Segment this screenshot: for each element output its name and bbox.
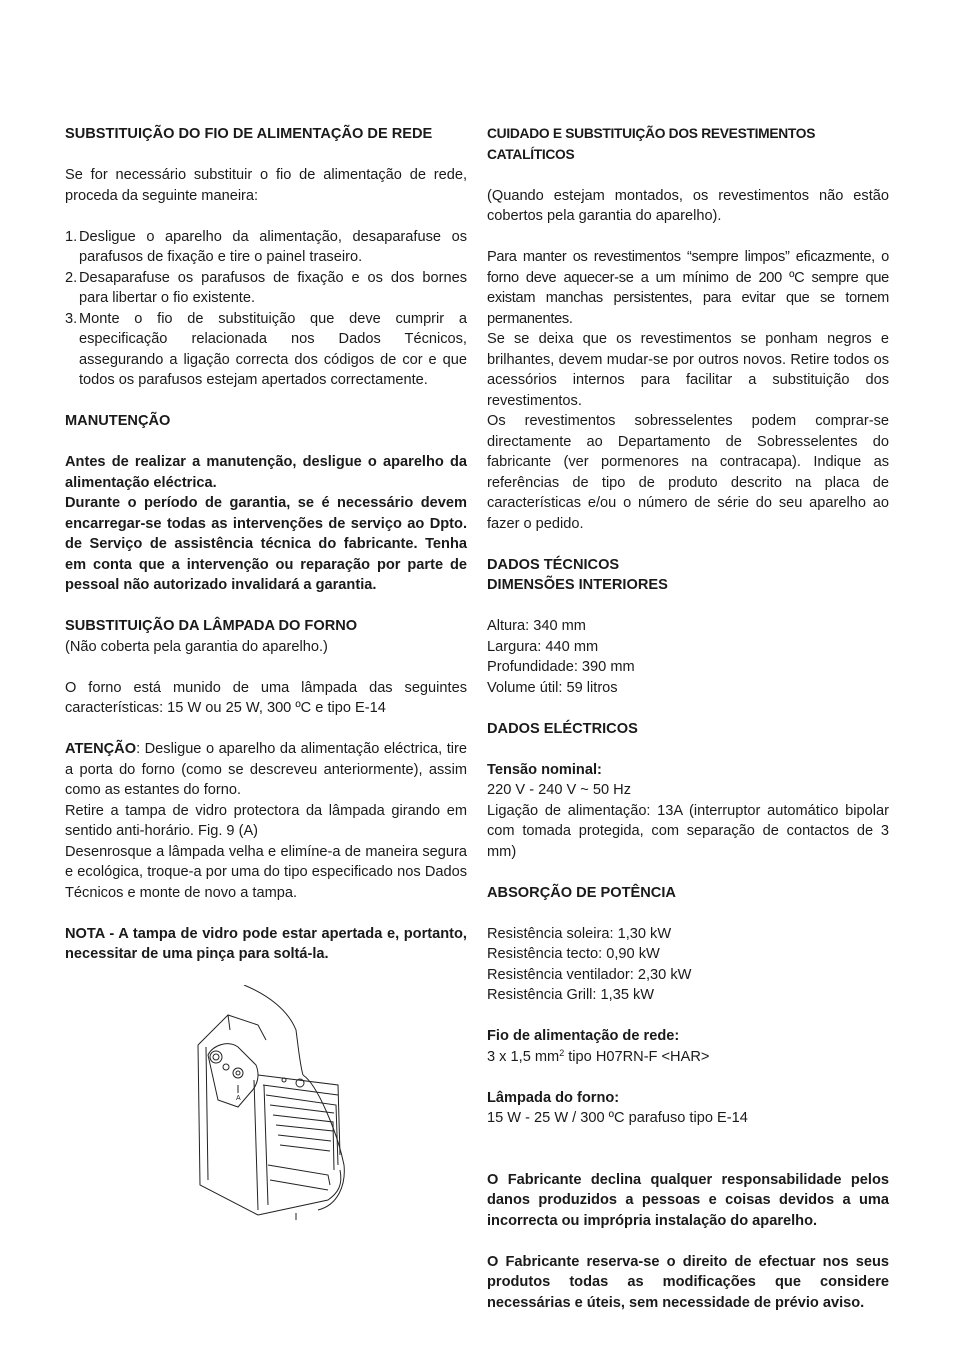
step-number: 3.: [65, 310, 78, 327]
right-column: [487, 124, 889, 1313]
voltage-value: 220 V - 240 V ~ 50 Hz: [487, 782, 631, 798]
attention-paragraph: [65, 739, 467, 801]
step-text: Monte o fio de substituição que deve cumprir a especificação relacionada nos Dados Técnicos, assegurando a ligação correcta dos códigos de cor e que todos os parafusos estejam apertados correctamente.: [79, 310, 467, 388]
supply-cord-value: [487, 1047, 889, 1068]
power-grill-element: Resistência Grill: 1,35 kW: [487, 987, 655, 1003]
warranty-warning: Durante o período de garantia, se é necessário devem encarregar-se todas as intervenções de serviço ao Dpto. de Serviço de assistência técnica do fabricante. Tenha em conta que a intervenção ou reparação por parte de pessoal não autorizado invalidará a garantia.: [65, 495, 467, 593]
list-item: [65, 309, 467, 391]
step-number: 2.: [65, 269, 78, 286]
catalytic-note: (Quando estejam montados, os revestimentos não estão cobertos pela garantia do aparelho).: [487, 187, 889, 224]
disclaimer-liability: O Fabricante declina qualquer responsabilidade pelos danos produzidos a pessoas e coisas devidos a uma incorrecta ou imprópria instalação do aparelho.: [487, 1171, 889, 1229]
list-item: [65, 227, 467, 268]
interior-dimensions-title: DIMENSÕES INTERIORES: [487, 577, 668, 593]
power-top-element: Resistência tecto: 0,90 kW: [487, 946, 660, 962]
lamp-spec: O forno está munido de uma lâmpada das seguintes características: 15 W ou 25 W, 300 ºC e tipo E-14: [65, 679, 467, 716]
nota-warning: NOTA - A tampa de vidro pode estar apertada e, portanto, necessitar de uma pinça para soltá-la.: [65, 925, 467, 962]
list-item: [65, 268, 467, 309]
supply-cord-label: Fio de alimentação de rede:: [487, 1028, 680, 1044]
cord-value-text: 3 x 1,5 mm: [487, 1048, 560, 1065]
cord-replacement-title: SUBSTITUIÇÃO DO FIO DE ALIMENTAÇÃO DE REDE: [65, 126, 433, 142]
cord-value-superscript: 2: [559, 1047, 565, 1058]
lamp-warranty-note: (Não coberta pela garantia do aparelho.): [65, 638, 328, 655]
catalytic-paragraph-clean: Para manter os revestimentos “sempre limpos” eficazmente, o forno deve aquecer-se a um mínimo de 200 ºC sempre que existam manchas persistentes, para evitar que se tornem permanentes.: [487, 249, 889, 327]
power-absorption-title: ABSORÇÃO DE POTÊNCIA: [487, 884, 676, 901]
supply-connection: Ligação de alimentação: 13A (interruptor automático bipolar com tomada protegida, com separação de contactos de 3 mm): [487, 802, 889, 860]
dimension-height: Altura: 340 mm: [487, 618, 586, 634]
step-text: Desaparafuse os parafusos de fixação e os dos bornes para libertar o fio existente.: [79, 269, 467, 306]
cord-steps-list: [65, 227, 467, 391]
catalytic-title: CUIDADO E SUBSTITUIÇÃO DOS REVESTIMENTOS CATALÍTICOS: [487, 126, 816, 162]
disclaimer-modifications: O Fabricante reserva-se o direito de efectuar nos seus produtos todas as modificações que considere necessárias e úteis, sem necessidade de prévio aviso.: [487, 1253, 889, 1311]
dimension-depth: Profundidade: 390 mm: [487, 659, 635, 675]
power-bottom-element: Resistência soleira: 1,30 kW: [487, 925, 672, 942]
oven-lamp-label: Lâmpada do forno:: [487, 1089, 620, 1106]
lamp-step-cover: Retire a tampa de vidro protectora da lâmpada girando em sentido anti-horário. Fig. 9 (A): [65, 802, 467, 839]
lamp-step-bulb: Desenrosque a lâmpada velha e elimíne-a de maneira segura e ecológica, troque-a por uma do tipo especificado nos Dados Técnicos e monte de novo a tampa.: [65, 843, 467, 901]
cord-intro: Se for necessário substituir o fio de alimentação de rede, proceda da seguinte maneira:: [65, 167, 467, 204]
technical-data-title: DADOS TÉCNICOS: [487, 556, 620, 573]
catalytic-paragraph-spares: Os revestimentos sobresselentes podem comprar-se directamente ao Departamento de Sobresselentes do fabricante (ver pormenores na contracapa). Indique as referências de tipo de produto descrito na placa de características e/ou o número de série do seu aparelho ao fazer o pedido.: [487, 413, 889, 532]
lamp-replacement-title: SUBSTITUIÇÃO DA LÂMPADA DO FORNO: [65, 618, 358, 634]
electrical-data-title: DADOS ELÉCTRICOS: [487, 720, 638, 737]
dimension-width: Largura: 440 mm: [487, 638, 599, 655]
voltage-label: Tensão nominal:: [487, 761, 602, 778]
maintenance-title: MANUTENÇÃO: [65, 413, 171, 429]
left-column: [65, 124, 467, 965]
step-number: 1.: [65, 228, 78, 245]
maintenance-warning: Antes de realizar a manutenção, desligue o aparelho da alimentação eléctrica.: [65, 454, 467, 491]
dimension-volume: Volume útil: 59 litros: [487, 679, 618, 696]
power-fan-element: Resistência ventilador: 2,30 kW: [487, 966, 692, 983]
step-text: Desligue o aparelho da alimentação, desaparafuse os parafusos de fixação e tire o painel traseiro.: [79, 228, 467, 265]
attention-text: : Desligue o aparelho da alimentação eléctrica, tire a porta do forno (como se descreveu anteriormente), assim como as estantes do forno.: [65, 741, 467, 798]
oven-lamp-diagram: [188, 985, 348, 1220]
figure-label-a: A: [236, 1095, 241, 1102]
catalytic-paragraph-replace: Se se deixa que os revestimentos se ponham negros e brilhantes, devem mudar-se por outros novos. Retire todos os acessórios internos para facilitar a substituição dos revestimentos.: [487, 331, 889, 409]
attention-label: ATENÇÃO: [65, 741, 137, 757]
oven-lamp-value: 15 W - 25 W / 300 ºC parafuso tipo E-14: [487, 1110, 748, 1126]
cord-value-type: tipo H07RN-F <HAR>: [564, 1048, 710, 1065]
